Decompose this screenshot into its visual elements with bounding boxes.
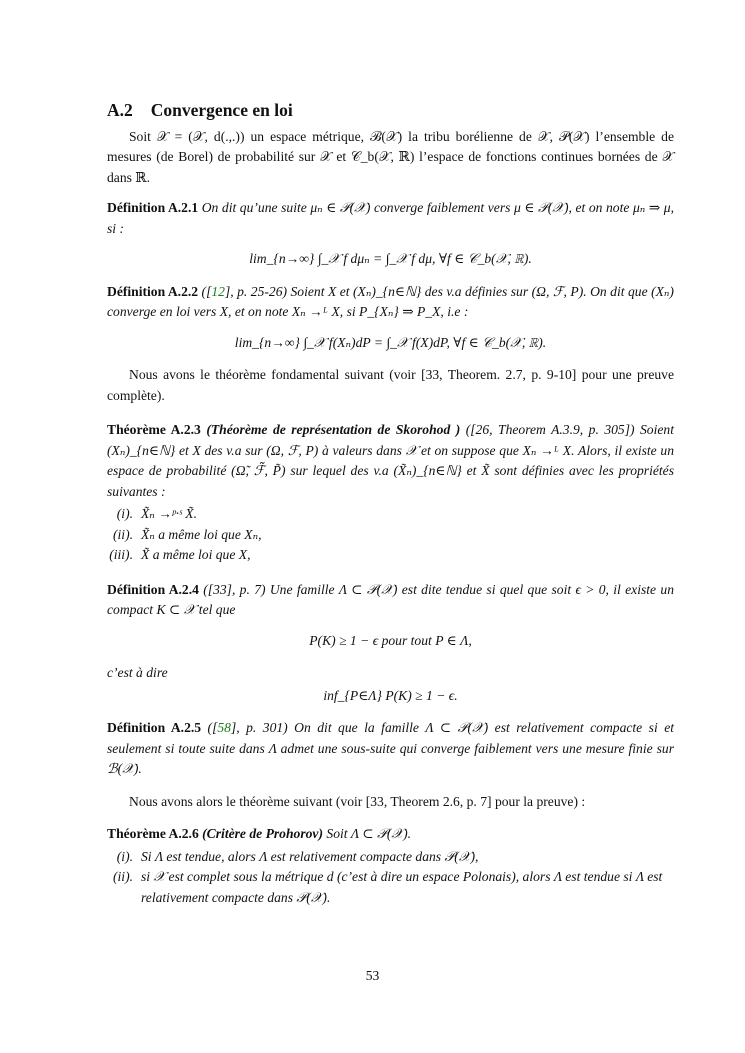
citation-close: ], p. 301) (230, 720, 288, 735)
theorem-name: (Critère de Prohorov) (202, 826, 323, 841)
page-number: 53 (365, 968, 380, 983)
section-number: A.2 (107, 100, 133, 120)
definition-label: Définition A.2.4 (107, 581, 199, 597)
theorem-text: Soit Λ ⊂ 𝒫(𝒳). (326, 826, 412, 841)
section-title: Convergence en loi (150, 100, 293, 120)
definition-label: Définition A.2.2 (107, 283, 199, 299)
section-heading (107, 100, 674, 121)
intro-paragraph: Soit 𝒳 = (𝒳, d(.,.)) un espace métrique, ℬ(𝒳) la tribu borélienne de 𝒳, 𝒫(𝒳) l’ensemble de mesures (de Borel) de probabilité sur 𝒳 et 𝒞_b(𝒳, ℝ) l’espace de fonctions continues bornées de 𝒳 dans ℝ. (107, 128, 674, 185)
paragraph-fundamental-theorem: Nous avons le théorème fondamental suivant (voir [33, Theorem. 2.7, p. 9-10] pour une preuve complète). (107, 367, 674, 403)
citation-open: ([ (207, 720, 218, 735)
list-item: (iii). X̃ a même loi que X, (109, 547, 251, 562)
list-item: (i). Si Λ est tendue, alors Λ est relativement compacte dans 𝒫(𝒳), (116, 848, 479, 864)
theorem-label: Théorème A.2.6 (107, 826, 199, 841)
definition-followup: c’est à dire (107, 665, 168, 680)
citation-close: ], p. 25-26) (224, 283, 288, 299)
equation-infimum: inf_{P∈Λ} P(K) ≥ 1 − ϵ. (323, 687, 458, 703)
list-item: (i). X̃ₙ →ᵖ·ˢ X̃. (116, 506, 198, 521)
theorem-a-2-6 (107, 824, 674, 845)
definition-a-2-5 (107, 718, 674, 780)
definition-text: On dit que la famille Λ ⊂ 𝒫(𝒳) est relativement compacte si et seulement si toute suite dans Λ admet une sous-suite qui converge faiblement vers une mesure finie sur ℬ(𝒳). (107, 720, 675, 776)
theorem-text: ([26, Theorem A.3.9, p. 305]) Soient (Xₙ)_{n∈ℕ} et X des v.a sur (Ω, ℱ, P) à valeurs dans 𝒳 et on suppose que Xₙ →ᴸ X. Alors, il existe un espace de probabilité (Ω̃, ℱ̃, P̃) sur lequel des v.a (X̃ₙ)_{n∈ℕ} et X̃ sont définies avec les propriétés suivantes : (107, 422, 674, 499)
theorem-label: Théorème A.2.3 (107, 422, 201, 437)
definition-label: Définition A.2.1 (107, 200, 199, 215)
equation-convergence-in-law: lim_{n→∞} ∫_𝒳 f(Xₙ)dP = ∫_𝒳 f(X)dP, ∀f ∈ 𝒞_b(𝒳, ℝ). (234, 334, 547, 350)
theorem-a-2-3 (107, 420, 674, 502)
definition-label: Définition A.2.5 (107, 720, 202, 735)
page-content (107, 100, 674, 908)
definition-text: On dit qu’une suite μₙ ∈ 𝒫(𝒳) converge faiblement vers μ ∈ 𝒫(𝒳), et on note μₙ ⇒ μ, si : (107, 200, 674, 236)
definition-a-2-1 (107, 198, 674, 239)
theorem-a-2-3-properties (107, 504, 674, 566)
citation-link-12[interactable]: 12 (211, 283, 225, 299)
theorem-a-2-6-statements (107, 847, 674, 909)
definition-a-2-4 (107, 580, 674, 621)
equation-weak-convergence: lim_{n→∞} ∫_𝒳 f dμₙ = ∫_𝒳 f dμ, ∀f ∈ 𝒞_b(𝒳, ℝ). (249, 251, 532, 266)
equation-tightness: P(K) ≥ 1 − ϵ pour tout P ∈ Λ, (309, 632, 472, 648)
citation-open: ([ (201, 283, 212, 299)
paragraph-prohorov-intro: Nous avons alors le théorème suivant (voir [33, Theorem 2.6, p. 7] pour la preuve) : (129, 793, 586, 809)
citation-link-58[interactable]: 58 (217, 720, 231, 735)
definition-text: ([33], p. 7) Une famille Λ ⊂ 𝒫(𝒳) est dite tendue si quel que soit ϵ > 0, il existe un compact K ⊂ 𝒳 tel que (107, 581, 674, 617)
definition-a-2-2 (107, 282, 674, 323)
theorem-name: (Théorème de représentation de Skorohod ) (206, 422, 461, 437)
list-item: (ii). X̃ₙ a même loi que Xₙ, (112, 526, 262, 542)
list-item: (ii). si 𝒳 est complet sous la métrique d (c’est à dire un espace Polonais), alors Λ est tendue si Λ est relativement compacte dans 𝒫(𝒳). (112, 869, 663, 905)
definition-text: Soient X et (Xₙ)_{n∈ℕ} des v.a définies sur (Ω, ℱ, P). On dit que (Xₙ) converge en loi vers X, et on note Xₙ →ᴸ X, si P_{Xₙ} ⇒ P_X, i.e : (107, 283, 674, 319)
